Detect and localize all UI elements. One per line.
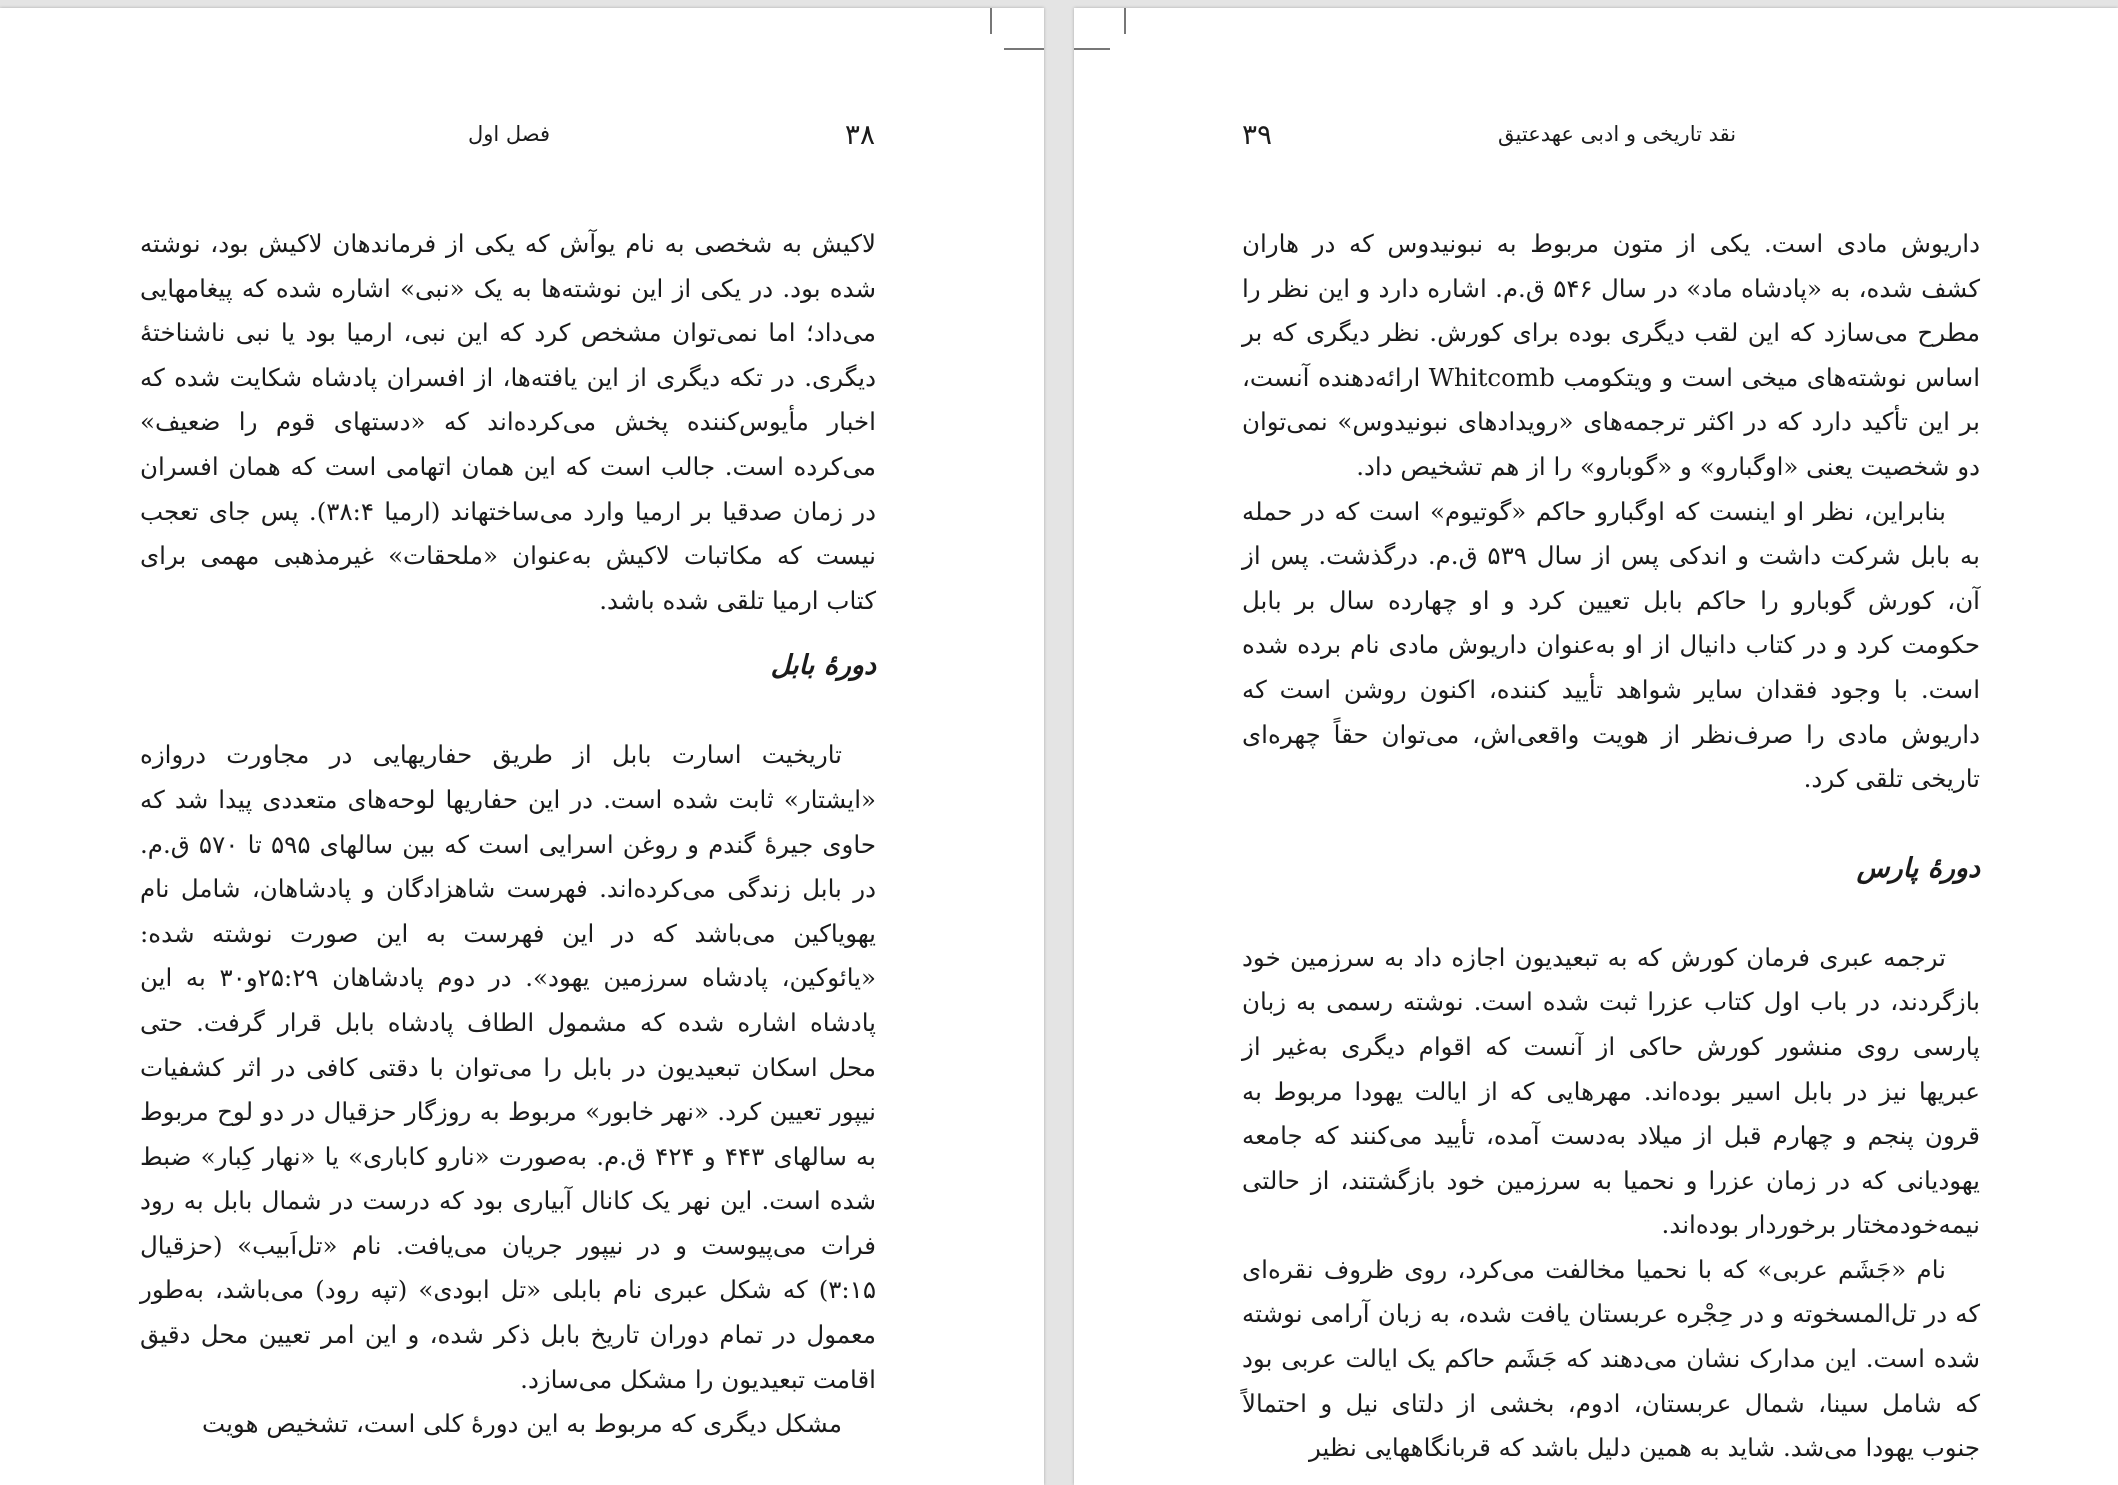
page-header [140, 118, 875, 158]
paragraph: لاکیش به شخصی به نام یوآش که یکی از فرماندهان لاکیش بود، نوشته شده بود. در یکی از این نوشته‌ها به یک «نبی» اشاره شده که پیغامهایی می‌داد؛ اما نمی‌توان مشخص کرد که این نبی، ارمیا بود یا نبی ناشناختهٔ دیگری. در تکه دیگری از این یافته‌ها، از افسران پادشاه شکایت شده که اخبار مأیوس‌کننده پخش می‌کرده‌اند که «دستهای قوم را ضعیف» می‌کرده است. جالب است که این همان اتهامی است که همان افسران در زمان صدقیا بر ارمیا وارد می‌ساختهاند (ارمیا ۳۸:۴). پس جای تعجب نیست که مکاتبات لاکیش به‌عنوان «ملحقات» غیرمذهبی مهمی برای کتاب ارمیا تلقی شده باشد. [140, 229, 877, 615]
crop-mark [990, 8, 992, 34]
page-number: ۳۹ [1242, 118, 1273, 151]
paragraph: نام «جَشَم عربی» که با نحمیا مخالفت می‌کرد، روی ظروف نقره‌ای که در تل‌المسخوته و در حِجْره عربستان یافت شده، به زبان آرامی نوشته شده است. این مدارک نشان می‌دهند که جَشَم حاکم یک ایالت عربی بود که شامل سینا، شمال عربستان، ادوم، بخشی از دلتای نیل و احتمالاً جنوب یهودا می‌شد. شاید به همین دلیل باشد که قربانگاههایی نظیر [1242, 1254, 1980, 1463]
paragraph: بنابراین، نظر او اینست که اوگبارو حاکم «گوتیوم» است که در حمله به بابل شرکت داشت و اندکی پس از سال ۵۳۹ ق.م. درگذشت. پس از آن، کورش گوبارو را حاکم بابل تعیین کرد و او چهارده سال بر بابل حکومت کرد و در کتاب دانیال از او به‌عنوان داریوش مادی نام برده شده است. با وجود فقدان سایر شواهد تأیید کننده، اکنون روشن است که داریوش مادی را صرف‌نظر از هویت واقعی‌اش، می‌توان حقاً چهره‌ای تاریخی تلقی کرد. [1242, 496, 1980, 794]
page-body [140, 222, 876, 1447]
page-number: ۳۸ [844, 118, 875, 151]
paragraph: داریوش مادی است. یکی از متون مربوط به نبونیدوس که در هاران کشف شده، به «پادشاه ماد» در سال ۵۴۶ ق.م. اشاره دارد و این نظر را مطرح می‌سازد که این لقب دیگری بوده برای کورش. نظر دیگری که بر اساس نوشته‌های میخی است و ویتکومب Whitcomb ارائه‌دهنده آنست، بر این تأکید دارد که در اکثر ترجمه‌های «رویدادهای نبونیدوس» نمی‌توان دو شخصیت یعنی «اوگبارو» و «گوبارو» را از هم تشخیص داد. [1242, 229, 1981, 481]
crop-mark [1124, 8, 1126, 34]
running-title: نقد تاریخی و ادبی عهدعتیق [1498, 122, 1737, 146]
paragraph: مشکل دیگری که مربوط به این دورهٔ کلی است، تشخیص هویت [202, 1409, 842, 1439]
right-page [1074, 8, 2118, 1485]
paragraph: تاریخیت اسارت بابل از طریق حفاریهایی در مجاورت دروازه «ایشتار» ثابت شده است. در این حفاریها لوحه‌های متعددی پیدا شد که حاوی جیرهٔ گندم و روغن اسرایی است که بین سالهای ۵۹۵ تا ۵۷۰ ق.م. در بابل زندگی می‌کرده‌اند. فهرست شاهزادگان و پادشاهان، شامل نام یهویاکین می‌باشد که در این فهرست به این صورت نوشته شده: «یائوکین، پادشاه سرزمین یهود». در دوم پادشاهان ۲۵:۲۹و۳۰ به این پادشاه اشاره شده که مشمول الطاف پادشاه بابل قرار گرفت. حتی محل اسکان تبعیدیون در بابل را می‌توان با دقتی کافی در اثر کشفیات نیپور تعیین کرد. «نهر خابور» مربوط به روزگار حزقیال در دو لوح مربوط به سالهای ۴۴۳ و ۴۲۴ ق.م. به‌صورت «نارو کاباری» یا «نهار کِبار» ضبط شده است. این نهر یک کانال آبیاری بود که درست در شمال بابل به رود فرات می‌پیوست و در نیپور جریان می‌یافت. نام «تل‌اَبیب» (حزقیال ۳:۱۵) که شکل عبری نام بابلی «تل ابودی» (تپه رود) می‌باشد، به‌طور معمول در تمام دوران تاریخ بابل ذکر شده، و این امر تعیین محل دقیق اقامت تبعیدیون را مشکل می‌سازد. [140, 740, 877, 1394]
section-heading: دورهٔ بابل [770, 650, 876, 682]
running-title: فصل اول [467, 122, 550, 146]
section-heading: دورهٔ پارس [1856, 852, 1980, 884]
left-page [0, 8, 1044, 1485]
page-header [1242, 118, 1980, 158]
page-body [1242, 222, 1980, 1471]
paragraph: ترجمه عبری فرمان کورش که به تبعیدیون اجازه داد به سرزمین خود بازگردند، در باب اول کتاب عزرا ثبت شده است. نوشته رسمی به زبان پارسی روی منشور کورش حاکی از آنست که اقوام دیگری به‌غیر از عبریها نیز در بابل اسیر بوده‌اند. مهرهایی که از ایالت یهودا مربوط به قرون پنجم و چهارم قبل از میلاد به‌دست آمده، تأیید می‌کنند که جامعه یهودیانی که در زمان عزرا و نحمیا به سرزمین خود بازگشتند، از حالتی نیمه‌خودمختار برخوردار بوده‌اند. [1242, 942, 1980, 1240]
crop-mark [1074, 48, 1110, 50]
crop-mark [1004, 48, 1044, 50]
